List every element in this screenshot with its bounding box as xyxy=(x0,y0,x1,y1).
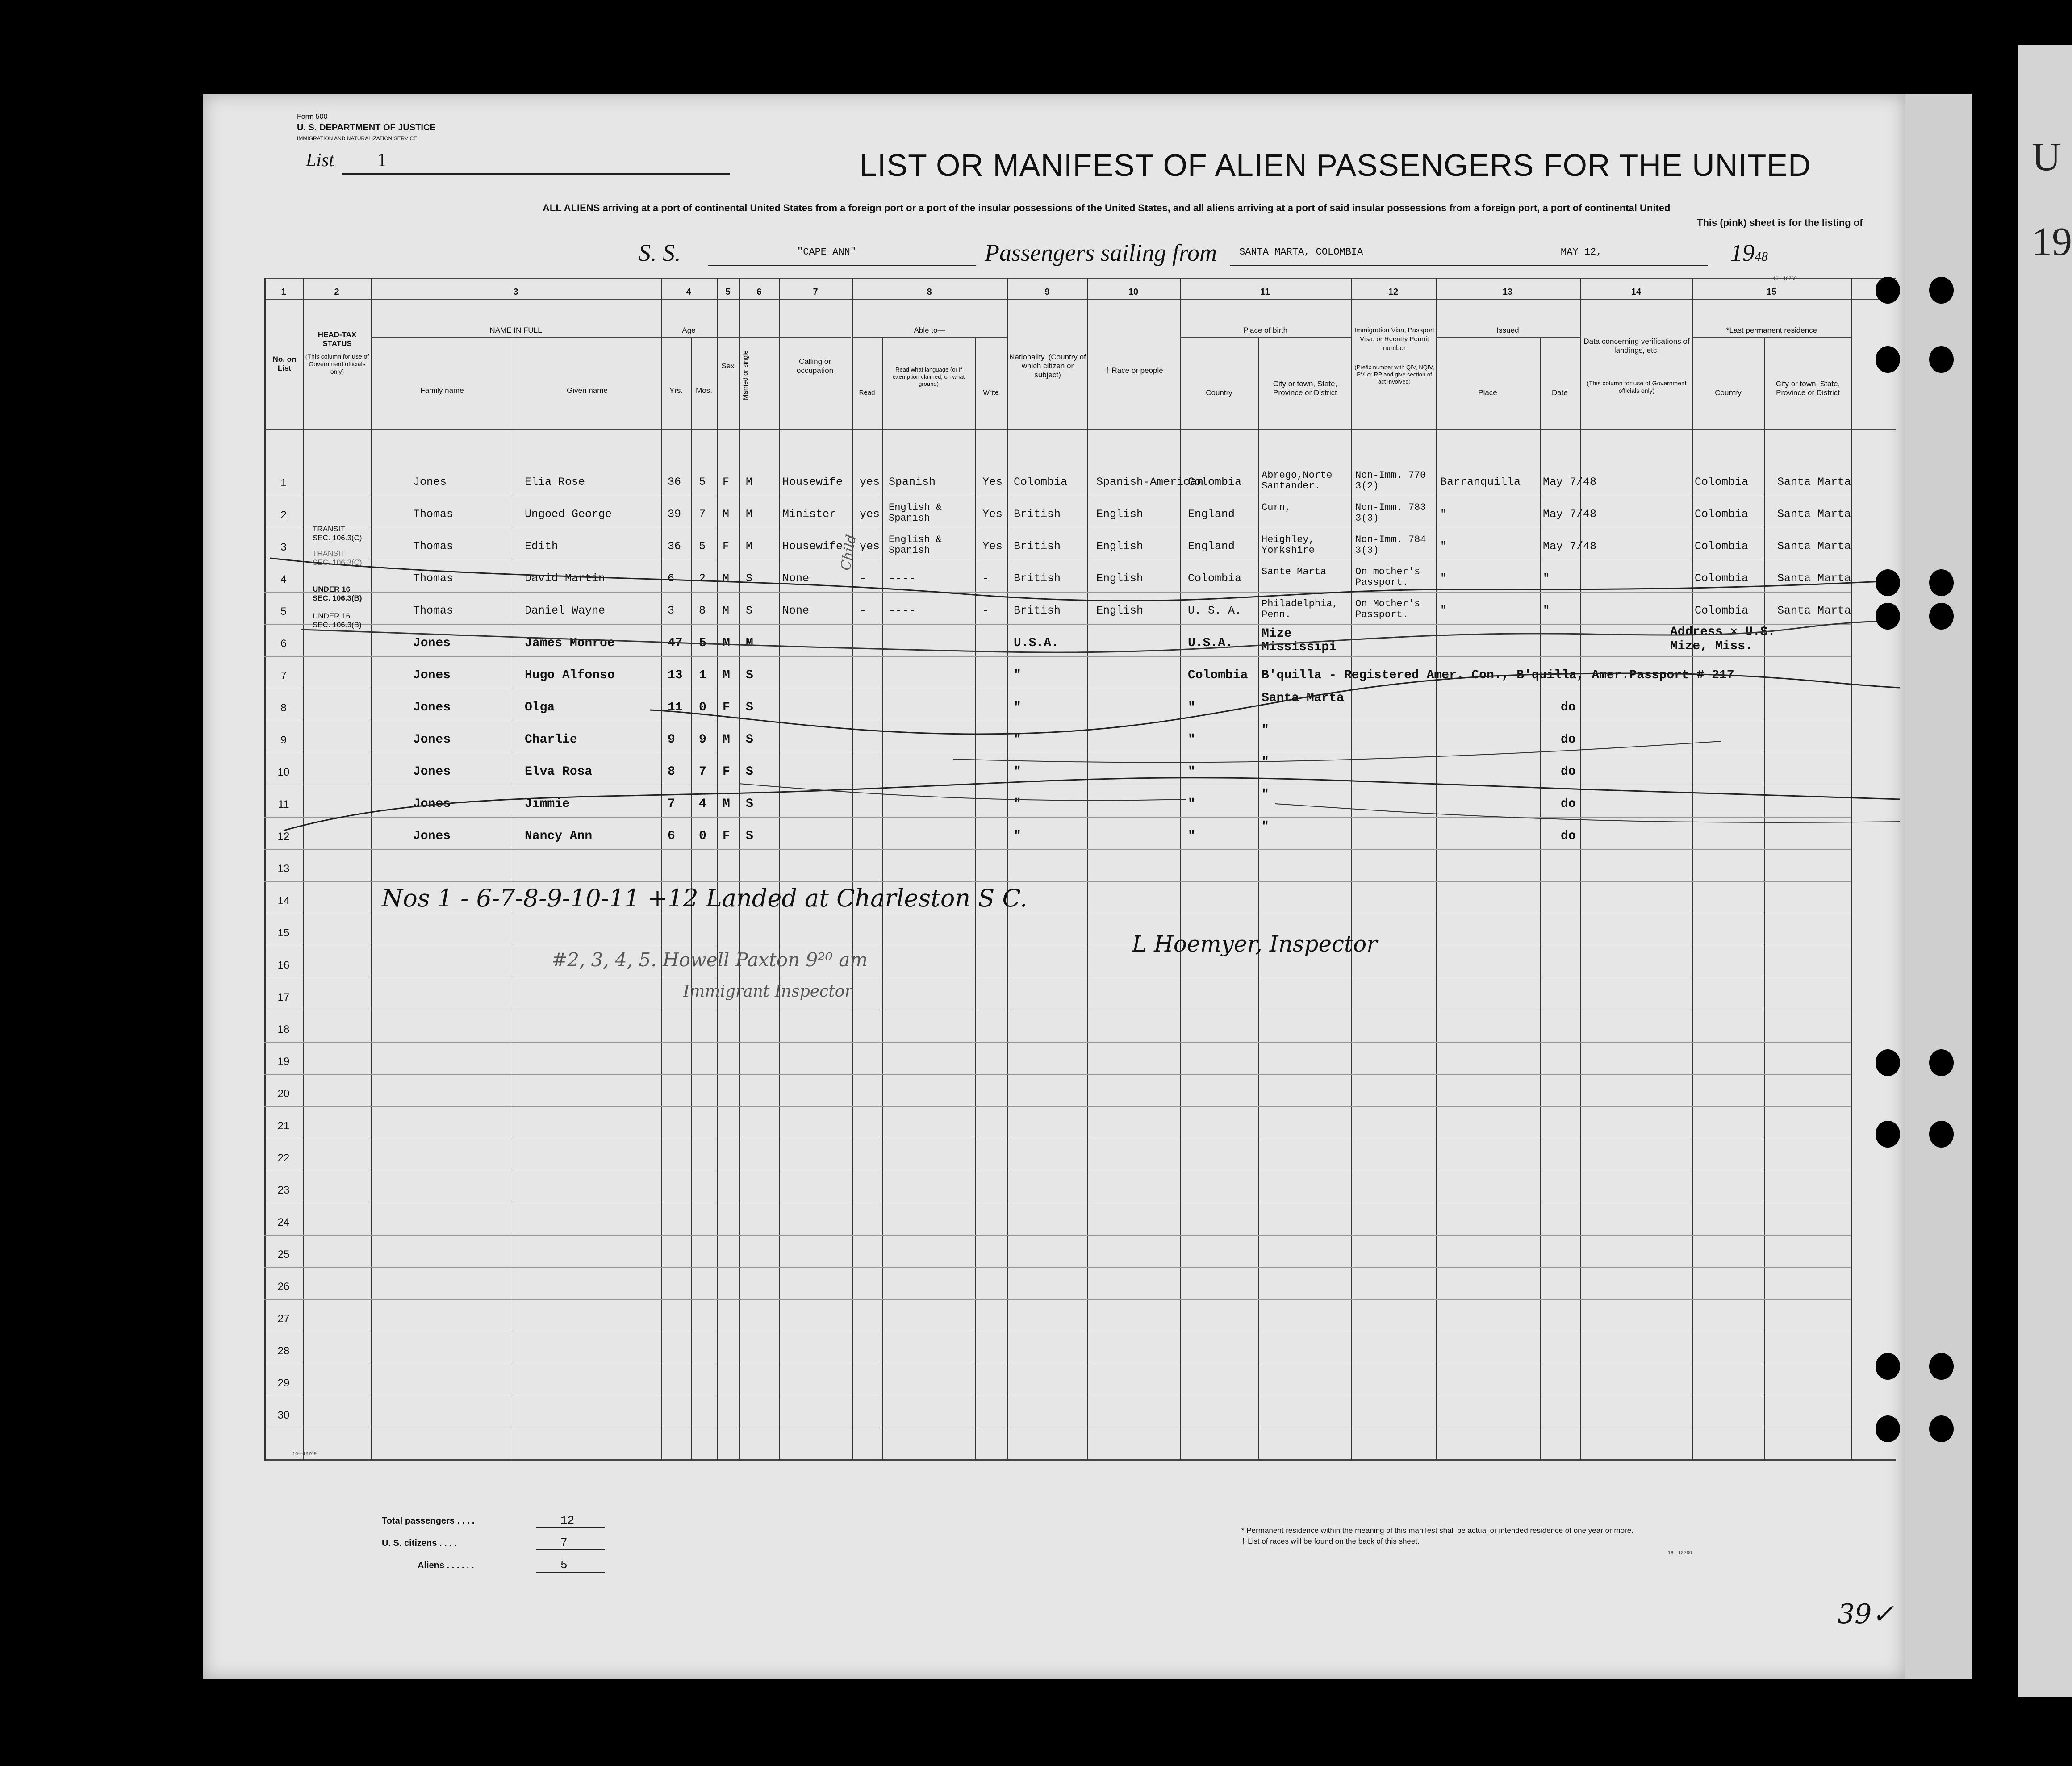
passenger-yrs: 3 xyxy=(668,604,675,617)
passenger-family: Thomas xyxy=(413,540,454,553)
passenger-res-city: Santa Marta xyxy=(1777,604,1851,617)
passenger-ms: S xyxy=(746,765,753,779)
passenger-mos: 7 xyxy=(699,765,706,779)
row-number: 29 xyxy=(277,1377,290,1389)
header-calling: Calling or occupation xyxy=(796,357,834,375)
passenger-yrs: 47 xyxy=(668,636,683,650)
row-number: 13 xyxy=(277,863,290,875)
passenger-family: Jones xyxy=(413,476,447,488)
passenger-family: Jones xyxy=(413,701,451,714)
passenger-country: England xyxy=(1188,508,1235,521)
binder-hole xyxy=(1929,603,1954,630)
passenger-place: " xyxy=(1440,508,1447,521)
passenger-registration-note: B'quilla - Registered Amer. Con., B'quilla, Amer.Passport # 217 xyxy=(1262,668,1734,682)
passenger-sex: F xyxy=(723,765,730,779)
passenger-mos: 4 xyxy=(699,797,706,811)
header-read: Read xyxy=(859,389,875,397)
column-number: 12 xyxy=(1388,287,1399,297)
year: 1948 xyxy=(1730,239,1768,266)
head-tax-stamp: TRANSIT SEC. 106.3(C) xyxy=(313,549,362,567)
passenger-nat: " xyxy=(1014,668,1021,682)
passenger-read: yes xyxy=(860,476,880,488)
passenger-sex: M xyxy=(723,572,730,585)
column-number: 5 xyxy=(725,287,731,297)
row-number: 3 xyxy=(280,541,287,553)
passenger-yrs: 9 xyxy=(668,733,675,747)
passenger-res-country: Colombia xyxy=(1695,604,1749,617)
row-number: 1 xyxy=(280,477,287,489)
header-able-to: Able to— xyxy=(914,326,945,334)
passenger-nat: " xyxy=(1014,733,1021,747)
header-sex: Sex xyxy=(721,362,735,370)
passenger-nat: British xyxy=(1014,604,1061,617)
passenger-city: " xyxy=(1262,756,1269,769)
row-number: 17 xyxy=(277,991,290,1003)
row-number: 25 xyxy=(277,1248,290,1261)
header-no-on-list: No. on List xyxy=(272,355,297,372)
citizens-label: U. S. citizens . . . . xyxy=(382,1538,457,1548)
passenger-nat: British xyxy=(1014,572,1061,585)
passenger-yrs: 6 xyxy=(668,829,675,843)
sailing-date: MAY 12, xyxy=(1561,246,1602,258)
passenger-mos: 0 xyxy=(699,829,706,843)
print-code-footer: 16—18769 xyxy=(1668,1550,1692,1556)
passenger-res-city: Santa Marta xyxy=(1777,572,1851,585)
binder-hole xyxy=(1876,277,1900,304)
passenger-yrs: 7 xyxy=(668,797,675,811)
passenger-read: yes xyxy=(860,508,880,521)
row-number: 27 xyxy=(277,1313,290,1325)
row-number: 9 xyxy=(280,734,287,746)
header-family-name: Family name xyxy=(420,386,464,395)
passenger-place: " xyxy=(1440,572,1447,585)
header-married: Married or single xyxy=(742,350,749,400)
row-number: 22 xyxy=(277,1152,290,1164)
passenger-ms: S xyxy=(746,701,753,714)
passenger-city: Sante Marta xyxy=(1262,566,1327,577)
passenger-mos: 2 xyxy=(699,572,706,585)
passenger-given: Hugo Alfonso xyxy=(525,668,615,682)
passenger-family: Jones xyxy=(413,765,451,779)
row-number: 11 xyxy=(278,798,289,810)
ss-label: S. S. xyxy=(639,239,681,266)
row-number: 16 xyxy=(277,959,290,971)
subtitle-line2: This (pink) sheet is for the listing of xyxy=(1697,217,1863,228)
row-number: 26 xyxy=(277,1281,290,1293)
passenger-city: " xyxy=(1262,723,1269,737)
sailing-label: Passengers sailing from xyxy=(985,239,1217,266)
head-tax-stamp: UNDER 16 SEC. 106.3(B) xyxy=(313,585,362,602)
passenger-family: Jones xyxy=(413,733,451,747)
passenger-city: Philadelphia, Penn. xyxy=(1262,598,1338,620)
passenger-write: Yes xyxy=(982,508,1003,521)
subtitle-line1: ALL ALIENS arriving at a port of continental United States from a foreign port or a port of the insular possessions of the United States, and all aliens arriving at a port of said insular possessions from a foreign port, a port of continental United xyxy=(543,202,1671,213)
header-nationality: Nationality. (Country of which citizen or subject) xyxy=(1009,353,1086,379)
passenger-family: Jones xyxy=(413,797,451,811)
header-issued-place: Place xyxy=(1478,388,1497,397)
passenger-mos: 5 xyxy=(699,636,706,650)
aliens-label: Aliens . . . . . . xyxy=(418,1561,474,1570)
header-name-in-full: NAME IN FULL xyxy=(489,326,542,334)
passenger-given: Jimmie xyxy=(525,797,570,811)
column-number: 10 xyxy=(1128,287,1139,297)
passenger-mos: 7 xyxy=(699,508,706,521)
row-number: 24 xyxy=(277,1216,290,1228)
passenger-nat: " xyxy=(1014,765,1021,779)
passenger-lang: ---- xyxy=(889,604,916,617)
passenger-ms: S xyxy=(746,668,753,682)
adjacent-fragment: U xyxy=(2032,135,2061,179)
passenger-ms: M xyxy=(746,636,753,650)
header-yrs: Yrs. xyxy=(669,386,683,395)
passenger-given: Nancy Ann xyxy=(525,829,593,843)
passenger-yrs: 11 xyxy=(668,701,683,714)
passenger-mos: 8 xyxy=(699,604,706,617)
passenger-date: May 7/48 xyxy=(1543,476,1597,488)
header-write: Write xyxy=(983,389,999,397)
passenger-mos: 1 xyxy=(699,668,706,682)
passenger-ms: S xyxy=(746,572,753,585)
row-number: 14 xyxy=(277,895,290,907)
binder-hole xyxy=(1929,346,1954,373)
inspector-note: #2, 3, 4, 5. Howell Paxton 9²⁰ am xyxy=(551,949,868,971)
header-last-residence: *Last permanent residence xyxy=(1726,326,1817,334)
column-number: 14 xyxy=(1631,287,1642,297)
passenger-res-country: Colombia xyxy=(1695,572,1749,585)
inspector-title-note: Immigrant Inspector xyxy=(683,982,852,1001)
header-birth-city: City or town, State, Province or District xyxy=(1273,380,1337,397)
passenger-visa: Non-Imm. 783 3(3) xyxy=(1355,502,1426,524)
column-number: 1 xyxy=(281,287,286,297)
binder-hole xyxy=(1876,1353,1900,1380)
footnote-residence: * Permanent residence within the meaning of this manifest shall be actual or intended residence of one year or more. xyxy=(1241,1526,1633,1535)
passenger-family: Thomas xyxy=(413,508,454,521)
passenger-country: " xyxy=(1188,701,1195,714)
passenger-sex: M xyxy=(723,668,730,682)
passenger-nat: U.S.A. xyxy=(1014,636,1059,650)
passenger-country: Colombia xyxy=(1188,572,1242,585)
passenger-occ: None xyxy=(782,572,810,585)
passenger-race: English xyxy=(1096,572,1144,585)
passenger-mos: 9 xyxy=(699,733,706,747)
column-number: 6 xyxy=(756,287,762,297)
row-number: 12 xyxy=(277,831,290,843)
passenger-given: Edith xyxy=(525,540,559,553)
row-number: 15 xyxy=(277,927,290,939)
header-mos: Mos. xyxy=(696,386,712,395)
passenger-date: " xyxy=(1543,604,1550,617)
passenger-city: Mize Mississipi xyxy=(1262,627,1337,654)
passenger-given: Daniel Wayne xyxy=(525,604,606,617)
binder-hole xyxy=(1876,603,1900,630)
passenger-country: Colombia xyxy=(1188,668,1248,682)
passenger-visa: Non-Imm. 770 3(2) xyxy=(1355,470,1426,492)
passenger-family: Thomas xyxy=(413,604,454,617)
passenger-sex: F xyxy=(723,540,730,553)
passenger-country: " xyxy=(1188,829,1195,843)
child-note: Child xyxy=(838,533,860,572)
cancellation-lines xyxy=(203,94,1905,1679)
aliens: 5 xyxy=(560,1558,568,1572)
passenger-res-city: Santa Marta xyxy=(1777,508,1851,521)
passenger-nat: " xyxy=(1014,797,1021,811)
passenger-ditto: do xyxy=(1561,701,1576,714)
column-number: 13 xyxy=(1502,287,1513,297)
passenger-place: " xyxy=(1440,540,1447,553)
passenger-ms: S xyxy=(746,604,753,617)
passenger-given: James Monroe xyxy=(525,636,615,650)
binder-hole xyxy=(1876,1049,1900,1076)
footnote-races: † List of races will be found on the back of this sheet. xyxy=(1241,1537,1420,1545)
head-tax-stamp: TRANSIT SEC. 106.3(C) xyxy=(313,525,362,542)
passenger-city: " xyxy=(1262,820,1269,834)
column-number: 8 xyxy=(927,287,932,297)
passenger-ditto: do xyxy=(1561,765,1576,779)
passenger-occ: None xyxy=(782,604,810,617)
passenger-given: Elia Rose xyxy=(525,476,585,488)
passenger-visa: On Mother's Passport. xyxy=(1355,598,1420,620)
passenger-family: Jones xyxy=(413,829,451,843)
passenger-mos: 5 xyxy=(699,540,706,553)
us-citizens: 7 xyxy=(560,1536,568,1549)
passenger-write: - xyxy=(982,572,990,585)
passenger-country: " xyxy=(1188,765,1195,779)
passenger-sex: F xyxy=(723,829,730,843)
row-number: 19 xyxy=(277,1056,290,1068)
passenger-lang: Spanish xyxy=(889,476,936,488)
passenger-sex: M xyxy=(723,604,730,617)
binder-hole xyxy=(1929,1121,1954,1148)
passenger-city: Santa Marta xyxy=(1262,691,1344,705)
manifest-page xyxy=(203,94,1905,1679)
passenger-family: Thomas xyxy=(413,572,454,585)
port-of-departure: SANTA MARTA, COLOMBIA xyxy=(1239,246,1363,258)
binder-hole xyxy=(1929,1353,1954,1380)
passenger-race: English xyxy=(1096,604,1144,617)
passenger-place: " xyxy=(1440,604,1447,617)
header-verification: Data concerning verifications of landings, etc. xyxy=(1583,337,1690,355)
binder-hole xyxy=(1929,1049,1954,1076)
passenger-res-city: Santa Marta xyxy=(1777,476,1851,488)
passenger-country: " xyxy=(1188,797,1195,811)
passenger-place: Barranquilla xyxy=(1440,476,1521,488)
row-number: 7 xyxy=(280,670,287,682)
passenger-res-city: Santa Marta xyxy=(1777,540,1851,553)
passenger-yrs: 6 xyxy=(668,572,675,585)
row-number: 6 xyxy=(280,638,287,650)
binder-hole xyxy=(1876,1121,1900,1148)
row-number: 20 xyxy=(277,1088,290,1100)
row-number: 8 xyxy=(280,702,287,714)
column-number: 11 xyxy=(1260,287,1270,297)
passenger-city: " xyxy=(1262,788,1269,802)
passenger-family: Jones xyxy=(413,636,451,650)
passenger-res-country: Colombia xyxy=(1695,476,1749,488)
header-res-city: City or town, State, Province or District xyxy=(1775,380,1840,397)
header-head-tax: HEAD-TAX STATUS xyxy=(317,330,357,348)
passenger-res-country: Colombia xyxy=(1695,508,1749,521)
passenger-country: England xyxy=(1188,540,1235,553)
passenger-sex: M xyxy=(723,508,730,521)
header-issued: Issued xyxy=(1496,326,1519,334)
passenger-yrs: 39 xyxy=(668,508,681,521)
column-number: 15 xyxy=(1766,287,1777,297)
passenger-sex: M xyxy=(723,636,730,650)
passenger-ms: S xyxy=(746,829,753,843)
passenger-res-country: Colombia xyxy=(1695,540,1749,553)
passenger-ms: M xyxy=(746,508,753,521)
passenger-visa: On mother's Passport. xyxy=(1355,566,1420,588)
passenger-city: Heighley, Yorkshire xyxy=(1262,534,1315,556)
inspector-signature: L Hoemyer, Inspector xyxy=(1132,931,1378,957)
passenger-mos: 5 xyxy=(699,476,706,488)
passenger-date: May 7/48 xyxy=(1543,508,1597,521)
passenger-sex: M xyxy=(723,797,730,811)
row-number: 23 xyxy=(277,1184,290,1196)
passenger-ms: S xyxy=(746,733,753,747)
passenger-visa: Non-Imm. 784 3(3) xyxy=(1355,534,1426,556)
passenger-ms: M xyxy=(746,476,753,488)
adjacent-page xyxy=(2018,45,2072,1697)
passenger-nat: " xyxy=(1014,829,1021,843)
passenger-ditto: do xyxy=(1561,829,1576,843)
department-name: U. S. DEPARTMENT OF JUSTICE xyxy=(297,123,436,133)
binder-hole xyxy=(1876,569,1900,596)
form-number: Form 500 xyxy=(297,113,328,121)
passenger-lang: English & Spanish xyxy=(889,534,942,556)
ship-name: "CAPE ANN" xyxy=(797,246,856,258)
page-title: LIST OR MANIFEST OF ALIEN PASSENGERS FOR THE UNITED xyxy=(860,148,1811,183)
passenger-write: - xyxy=(982,604,990,617)
passenger-write: Yes xyxy=(982,476,1003,488)
passenger-given: Olga xyxy=(525,701,555,714)
passenger-ms: S xyxy=(746,797,753,811)
header-verification-note: (This column for use of Government officials only) xyxy=(1587,380,1687,394)
passenger-race: English xyxy=(1096,540,1144,553)
row-number: 28 xyxy=(277,1345,290,1357)
total-passengers-label: Total passengers . . . . xyxy=(382,1516,475,1526)
passenger-country: " xyxy=(1188,733,1195,747)
column-number: 2 xyxy=(334,287,339,297)
print-code-footer: 16—18769 xyxy=(292,1451,317,1457)
binder-hole xyxy=(1876,346,1900,373)
adjacent-fragment: 19 xyxy=(2032,220,2072,264)
header-read-language: Read what language (or if exemption claimed, on what ground) xyxy=(892,366,965,387)
total-passengers: 12 xyxy=(560,1514,575,1527)
passenger-yrs: 36 xyxy=(668,540,681,553)
header-visa-note: (Prefix number with QIV, NQIV, PV, or RP and give section of act involved) xyxy=(1354,364,1434,385)
passenger-date: May 7/48 xyxy=(1543,540,1597,553)
row-number: 2 xyxy=(280,509,287,521)
passenger-given: Ungoed George xyxy=(525,508,612,521)
passenger-read: yes xyxy=(860,540,880,553)
header-race: † Race or people xyxy=(1105,366,1163,375)
passenger-country: Colombia xyxy=(1188,476,1242,488)
binder-hole xyxy=(1876,1415,1900,1442)
column-number: 7 xyxy=(813,287,818,297)
row-number: 18 xyxy=(277,1023,290,1035)
binder-hole xyxy=(1929,569,1954,596)
passenger-family: Jones xyxy=(413,668,451,682)
passenger-given: Elva Rosa xyxy=(525,765,593,779)
passenger-ditto: do xyxy=(1561,733,1576,747)
passenger-given: David Martin xyxy=(525,572,606,585)
passenger-yrs: 13 xyxy=(668,668,683,682)
column-number: 3 xyxy=(513,287,518,297)
landed-note: Nos 1 - 6-7-8-9-10-11 +12 Landed at Charleston S C. xyxy=(382,884,1028,912)
passenger-city: Abrego,Norte Santander. xyxy=(1262,470,1333,492)
passenger-occ: Housewife xyxy=(782,476,843,488)
passenger-race: Spanish-American xyxy=(1096,476,1204,488)
header-res-country: Country xyxy=(1715,388,1742,397)
list-label: List xyxy=(306,150,334,171)
passenger-country: U. S. A. xyxy=(1188,604,1242,617)
passenger-lang: English & Spanish xyxy=(889,502,942,524)
passenger-sex: F xyxy=(723,476,730,488)
header-birth-country: Country xyxy=(1206,388,1232,397)
passenger-yrs: 8 xyxy=(668,765,675,779)
column-number: 9 xyxy=(1044,287,1050,297)
passenger-city: Curn, xyxy=(1262,502,1291,513)
row-number: 30 xyxy=(277,1409,290,1421)
service-name: IMMIGRATION AND NATURALIZATION SERVICE xyxy=(297,135,418,142)
passenger-date: " xyxy=(1543,572,1550,585)
passenger-lang: ---- xyxy=(889,572,916,585)
passenger-ditto: do xyxy=(1561,797,1576,811)
passenger-read: - xyxy=(860,572,867,585)
header-issued-date: Date xyxy=(1552,388,1568,397)
passenger-read: - xyxy=(860,604,867,617)
passenger-residence-note: Address ✕ U.S. Mize, Miss. xyxy=(1670,625,1775,653)
passenger-country: U.S.A. xyxy=(1188,636,1233,650)
head-tax-stamp: UNDER 16 SEC. 106.3(B) xyxy=(313,612,362,629)
header-given-name: Given name xyxy=(567,386,608,395)
header-head-tax-note: (This column for use of Government officials only) xyxy=(305,353,369,375)
passenger-sex: F xyxy=(723,701,730,714)
row-number: 4 xyxy=(280,573,287,585)
header-age: Age xyxy=(682,326,696,334)
passenger-occ: Housewife xyxy=(782,540,843,553)
binder-hole xyxy=(1929,1415,1954,1442)
row-number: 5 xyxy=(280,605,287,618)
header-visa: Immigration Visa, Passport Visa, or Reentry Permit number xyxy=(1354,326,1434,352)
passenger-race: English xyxy=(1096,508,1144,521)
passenger-yrs: 36 xyxy=(668,476,681,488)
passenger-given: Charlie xyxy=(525,733,577,747)
passenger-nat: " xyxy=(1014,701,1021,714)
binder-hole xyxy=(1929,277,1954,304)
passenger-mos: 0 xyxy=(699,701,706,714)
row-number: 21 xyxy=(277,1120,290,1132)
passenger-nat: Colombia xyxy=(1014,476,1068,488)
row-number: 10 xyxy=(277,766,290,778)
passenger-ms: M xyxy=(746,540,753,553)
passenger-occ: Minister xyxy=(782,508,836,521)
passenger-sex: M xyxy=(723,733,730,747)
column-number: 4 xyxy=(686,287,691,297)
passenger-write: Yes xyxy=(982,540,1003,553)
passenger-nat: British xyxy=(1014,508,1061,521)
page-number: 39✓ xyxy=(1838,1599,1894,1630)
header-place-of-birth: Place of birth xyxy=(1243,326,1288,334)
list-number: 1 xyxy=(377,150,387,171)
passenger-nat: British xyxy=(1014,540,1061,553)
